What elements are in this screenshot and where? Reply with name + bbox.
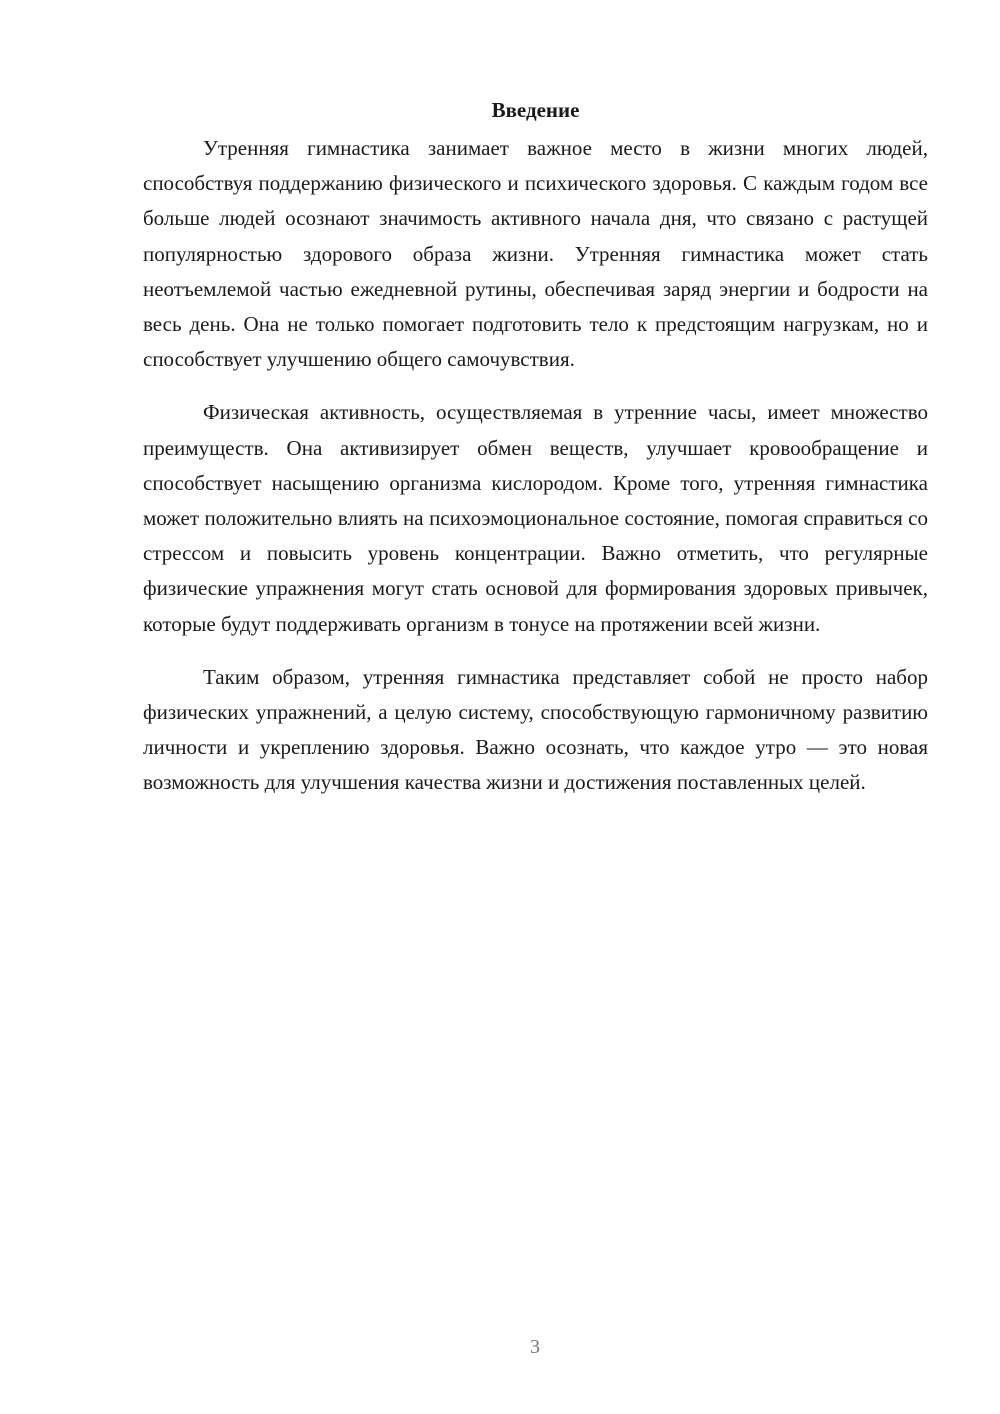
- page-number: 3: [530, 1336, 540, 1358]
- paragraph-3: Таким образом, утренняя гимнастика представляет собой не просто набор физических упражнений, а целую систему, способствующую гармоничному развитию личности и укреплению здоровья. Важно осознать, что каждое утро — это новая возможность для улучшения качества жизни и достижения поставленных целей.: [143, 664, 928, 795]
- paragraph-1: Утренняя гимнастика занимает важное место в жизни многих людей, способствуя поддержанию физического и психического здоровья. С каждым годом все больше людей осознают значимость активного начала дня, что связано с растущей популярностью здорового образа жизни. Утренняя гимнастика может стать неотъемлемой частью ежедневной рутины, обеспечивая заряд энергии и бодрости на весь день. Она не только помогает подготовить тело к предстоящим нагрузкам, но и способствует улучшению общего самочувствия.: [143, 136, 928, 372]
- section-heading: Введение: [491, 98, 580, 122]
- page-content: [143, 92, 928, 819]
- paragraph-2: Физическая активность, осуществляемая в утренние часы, имеет множество преимуществ. Она активизирует обмен веществ, улучшает кровообращение и способствует насыщению организма кислородом. Кроме того, утренняя гимнастика может положительно влиять на психоэмоциональное состояние, помогая справиться со стрессом и повысить уровень концентрации. Важно отметить, что регулярные физические упражнения могут стать основой для формирования здоровых привычек, которые будут поддерживать организм в тонусе на протяжении всей жизни.: [143, 400, 928, 636]
